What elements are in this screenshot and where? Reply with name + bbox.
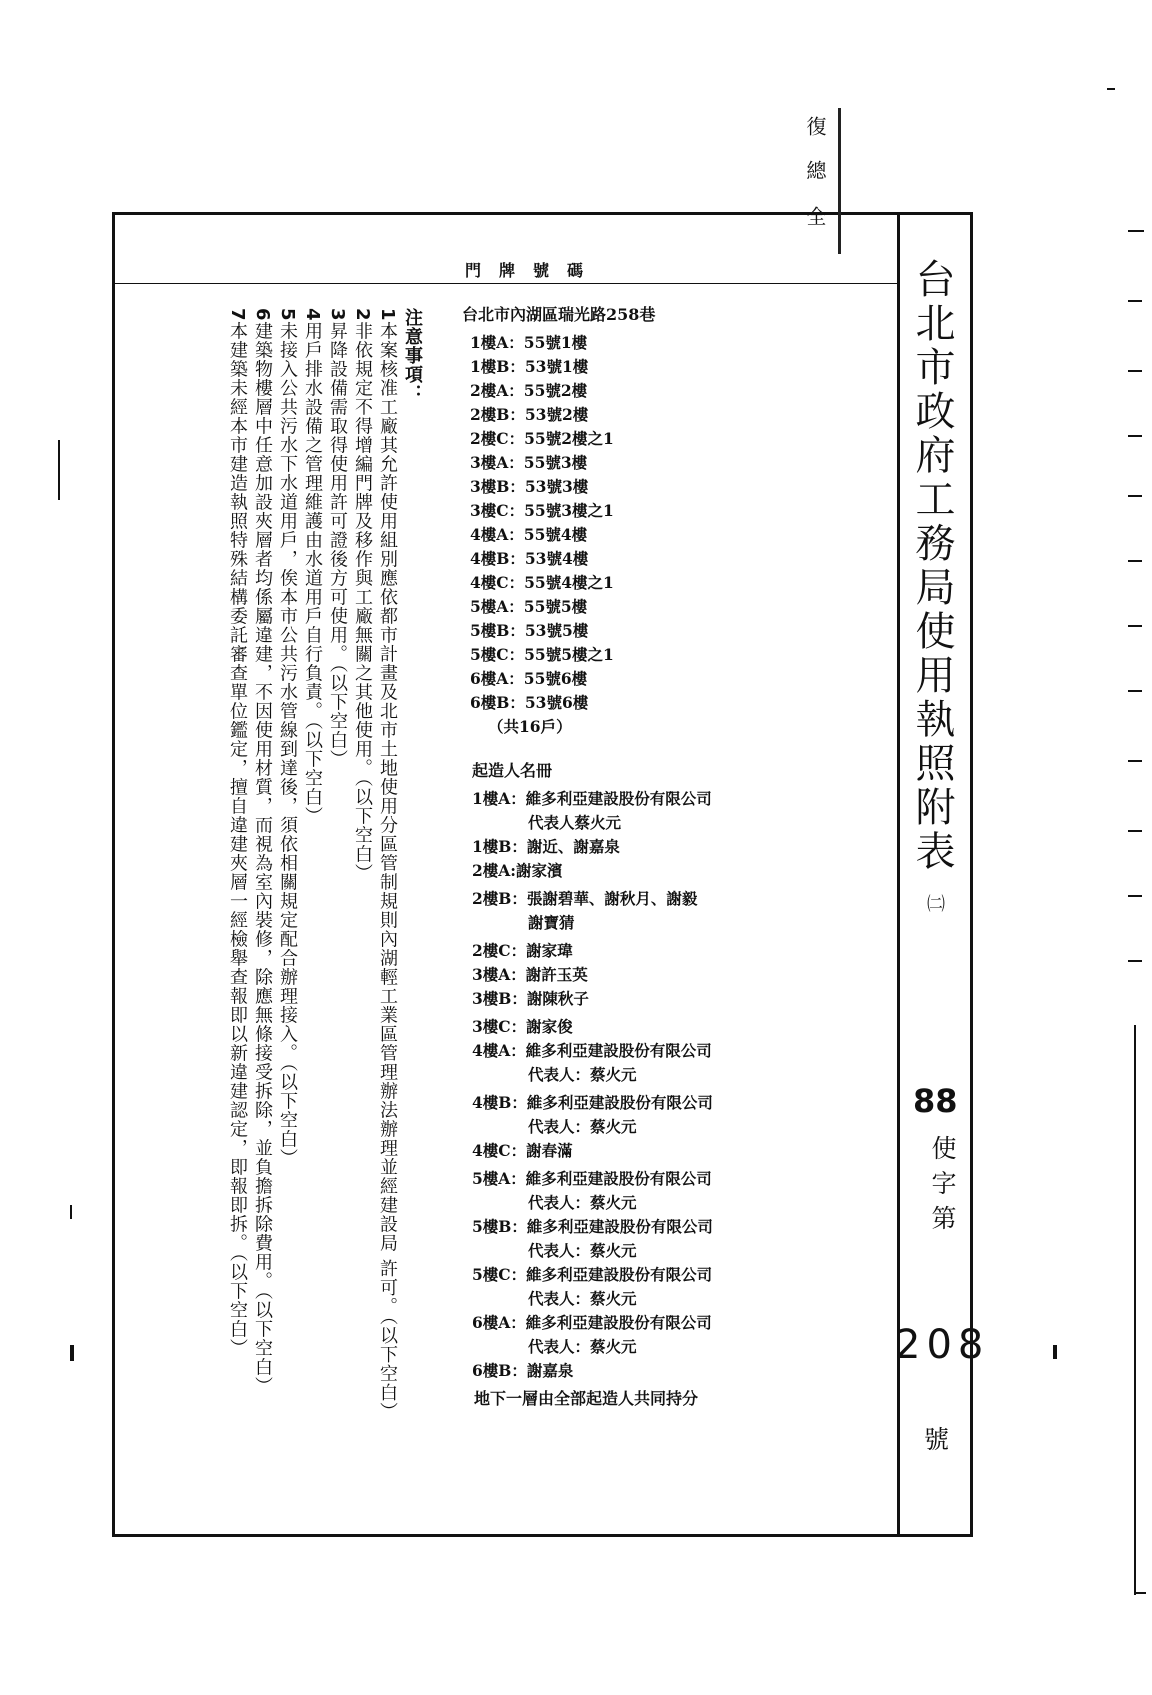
scan-artifact: [1134, 1025, 1136, 1595]
scan-artifact: [1128, 370, 1142, 372]
address-row: 2樓C：55號2樓之1: [470, 429, 614, 448]
scan-artifact: [1128, 760, 1142, 762]
address-row: 4樓B：53號4樓: [470, 549, 589, 568]
owner-entry: 2樓A:謝家濱: [472, 861, 563, 880]
stamp-line-2: 總: [803, 160, 827, 180]
scan-artifact: [1128, 435, 1142, 437]
scan-artifact: [1128, 690, 1142, 692]
address-row: 5樓C：55號5樓之1: [470, 645, 614, 664]
address-row: 3樓A：55號3樓: [470, 453, 588, 472]
scan-artifact: [1107, 88, 1115, 90]
note-item: 4用戶排水設備之管理維護由水道用戶自行負責。（以下空白）: [302, 308, 323, 826]
license-year: 88: [913, 1082, 958, 1120]
owner-entry: 2樓C：謝家瑋: [472, 941, 573, 960]
owner-entry: 3樓A：謝許玉英: [472, 965, 588, 984]
column-header-door-number: 門牌號碼: [465, 261, 602, 280]
notes-heading: 注意事項：: [402, 308, 423, 403]
notes-section: [225, 308, 425, 1458]
owner-entry: 5樓A：維多利亞建設股份有限公司 代表人：蔡火元: [472, 1169, 712, 1212]
scan-artifact: [70, 1345, 74, 1361]
archive-stamp: [776, 108, 841, 254]
license-type: 使字第: [928, 1135, 957, 1240]
owner-entry: 4樓C：謝春滿: [472, 1141, 573, 1160]
scan-artifact: [58, 440, 60, 500]
scan-artifact: [1134, 1592, 1146, 1594]
address-row: 6樓B：53號6樓: [470, 693, 589, 712]
note-item: 2非依規定不得增編門牌及移作與工廠無關之其他使用。（以下空白）: [352, 308, 373, 883]
note-item: 6建築物樓層中任意加設夾層者均係屬違建，不因使用材質，而視為室內裝修，除應無條接受拆除，並負擔拆除費用。（以下空白）: [252, 308, 273, 1396]
scan-artifact: [1128, 300, 1142, 302]
owner-entry: 5樓B：維多利亞建設股份有限公司 代表人：蔡火元: [472, 1217, 713, 1260]
note-item: 3昇降設備需取得使用許可證後方可使用。（以下空白）: [327, 308, 348, 769]
address-list: [462, 303, 713, 1411]
owner-entry: 1樓A：維多利亞建設股份有限公司 代表人蔡火元: [472, 789, 712, 832]
owner-entry: 3樓C：謝家俊: [472, 1017, 573, 1036]
scan-artifact: [1053, 1345, 1057, 1359]
license-suffix: 號: [924, 1425, 950, 1454]
address-row: 1樓A：55號1樓: [470, 333, 588, 352]
address-row: 2樓A：55號2樓: [470, 381, 588, 400]
scan-artifact: [1128, 960, 1142, 962]
header-rule: [115, 283, 897, 284]
document-title: 台北市政府工務局使用執照附表: [909, 258, 955, 874]
unit-total: （共16戶）: [488, 717, 572, 736]
address-row: 6樓A：55號6樓: [470, 669, 588, 688]
owner-entry: 6樓B：謝嘉泉: [472, 1361, 574, 1380]
document-volume: ㈡: [927, 894, 945, 915]
basement-ownership-note: 地下一層由全部起造人共同持分: [474, 1389, 699, 1408]
scan-artifact: [1128, 560, 1142, 562]
address-row: 5樓A：55號5樓: [470, 597, 588, 616]
note-item: 7本建築未經本市建造執照特殊結構委託審查單位鑑定，擅自違建夾層一經檢舉查報即以新違建認定，即報即拆。（以下空白）: [227, 308, 248, 1358]
owner-entry: 4樓B：維多利亞建設股份有限公司 代表人：蔡火元: [472, 1093, 713, 1136]
stamp-line-1: 復: [803, 116, 827, 136]
owner-entry: 5樓C：維多利亞建設股份有限公司 代表人：蔡火元: [472, 1265, 713, 1308]
scan-artifact: [70, 1205, 72, 1219]
street-address: 台北市內湖區瑞光路258巷: [462, 305, 656, 324]
owner-entry: 2樓B：張謝碧華、謝秋月、謝毅 謝寶猜: [472, 889, 698, 932]
address-row: 5樓B：53號5樓: [470, 621, 589, 640]
address-row: 4樓C：55號4樓之1: [470, 573, 614, 592]
address-row: 3樓C：55號3樓之1: [470, 501, 614, 520]
owner-entry: 6樓A：維多利亞建設股份有限公司 代表人：蔡火元: [472, 1313, 712, 1356]
owner-entry: 3樓B：謝陳秋子: [472, 989, 589, 1008]
owner-entry: 4樓A：維多利亞建設股份有限公司 代表人：蔡火元: [472, 1041, 712, 1084]
scan-artifact: [1128, 230, 1144, 232]
address-row: 2樓B：53號2樓: [470, 405, 589, 424]
scan-artifact: [1128, 895, 1142, 897]
note-item: 1本案核准工廠其允許使用組別應依都市計畫及北市土地使用分區管制規則內湖輕工業區管理辦法辦理並經建設局 許可。（以下空白）: [377, 308, 398, 1422]
stamp-line-3: 全: [803, 206, 827, 226]
scan-artifact: [1128, 830, 1142, 832]
address-row: 3樓B：53號3樓: [470, 477, 589, 496]
address-row: 4樓A：55號4樓: [470, 525, 588, 544]
note-item: 5未接入公共污水下水道用戶，俟本市公共污水管線到達後，須依相關規定配合辦理接入。（以下空白）: [277, 308, 298, 1168]
scan-artifact: [1128, 495, 1142, 497]
license-number: 208: [895, 1322, 990, 1368]
owners-title: 起造人名冊: [472, 761, 553, 780]
owner-entry: 1樓B：謝近、謝嘉泉: [472, 837, 620, 856]
address-row: 1樓B：53號1樓: [470, 357, 589, 376]
scan-artifact: [1128, 625, 1142, 627]
